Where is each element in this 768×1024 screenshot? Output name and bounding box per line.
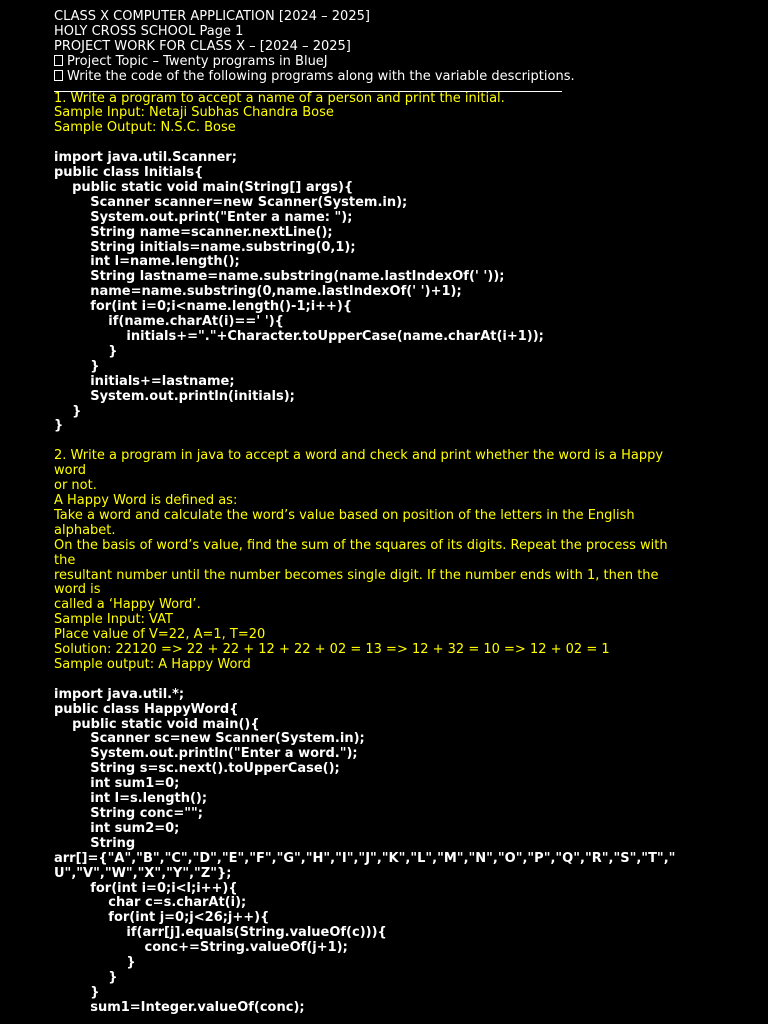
program-2-section — [54, 449, 754, 1015]
code-line: int sum1=0; — [54, 776, 180, 792]
description-line: alphabet. — [54, 522, 116, 538]
code-line: for(int i=0;i<l;i++){ — [54, 880, 238, 896]
code-line: if(name.charAt(i)==' '){ — [54, 314, 284, 330]
code-line: name=name.substring(0,name.lastIndexOf(' ')+1); — [54, 284, 462, 300]
description-line: Sample Input: VAT — [54, 612, 173, 628]
header-line-1: CLASS X COMPUTER APPLICATION [2024 – 2025] — [54, 9, 370, 24]
program-2-code-block — [54, 688, 754, 1016]
description-line: Solution: 22120 => 22 + 22 + 12 + 22 + 02 = 13 => 12 + 32 = 10 => 12 + 02 = 1 — [54, 642, 610, 658]
description-line: Sample output: A Happy Word — [54, 656, 251, 672]
code-line: String lastname=name.substring(name.lastIndexOf(' ')); — [54, 269, 505, 285]
spacer — [54, 434, 754, 449]
code-line: } — [54, 343, 118, 359]
code-line: } — [54, 984, 100, 1000]
code-line: if(arr[j].equals(String.valueOf(c))){ — [54, 925, 387, 941]
code-line: String — [54, 835, 136, 851]
program-1-sample-input: Sample Input: Netaji Subhas Chandra Bose — [54, 105, 334, 121]
program-1-code-block — [54, 151, 754, 434]
code-line: import java.util.Scanner; — [54, 150, 237, 166]
header-line-3: PROJECT WORK FOR CLASS X – [2024 – 2025] — [54, 38, 351, 54]
description-line: the — [54, 552, 76, 568]
description-line: A Happy Word is defined as: — [54, 492, 238, 508]
program-2-description — [54, 449, 754, 673]
code-line: for(int i=0;i<name.length()-1;i++){ — [54, 299, 353, 315]
description-line: 2. Write a program in java to accept a word and check and print whether the word is a Happy — [54, 448, 664, 464]
description-line: word — [54, 463, 86, 479]
code-line: U","V","W","X","Y","Z"}; — [54, 865, 232, 881]
description-line: called a ‘Happy Word’. — [54, 597, 201, 613]
description-line: Place value of V=22, A=1, T=20 — [54, 627, 266, 643]
code-line: Scanner scanner=new Scanner(System.in); — [54, 194, 408, 210]
header-bullet-1 — [54, 55, 754, 70]
description-line: resultant number until the number becomes single digit. If the number ends with 1, then the — [54, 567, 659, 583]
code-line: int l=s.length(); — [54, 791, 208, 807]
missing-glyph-icon — [54, 55, 63, 66]
program-1-question: 1. Write a program to accept a name of a person and print the initial. — [54, 90, 505, 106]
code-line: conc+=String.valueOf(j+1); — [54, 940, 348, 956]
code-line: arr[]={"A","B","C","D","E","F","G","H","I","J","K","L","M","N","O","P","Q","R","S","T"," — [54, 850, 676, 866]
code-line: System.out.print("Enter a name: "); — [54, 209, 353, 225]
code-line: } — [54, 969, 118, 985]
code-line: initials+=lastname; — [54, 373, 235, 389]
description-line: Take a word and calculate the word’s value based on position of the letters in the English — [54, 507, 635, 523]
code-line: public class HappyWord{ — [54, 701, 239, 717]
code-line: public static void main(String[] args){ — [54, 179, 354, 195]
header-bullet-2 — [54, 70, 754, 85]
code-line: } — [54, 358, 100, 374]
code-line: System.out.println("Enter a word."); — [54, 746, 358, 762]
header-bullet-1-text: Project Topic – Twenty programs in BlueJ — [67, 53, 328, 69]
code-line: int sum2=0; — [54, 820, 180, 836]
document-header — [54, 10, 754, 92]
code-line: public static void main(){ — [54, 716, 260, 732]
code-line: String initials=name.substring(0,1); — [54, 239, 356, 255]
code-line: initials+="."+Character.toUpperCase(name.charAt(i+1)); — [54, 329, 544, 345]
spacer — [54, 673, 754, 688]
document-page — [54, 10, 754, 1016]
code-line: System.out.println(initials); — [54, 388, 295, 404]
program-1-sample-output: Sample Output: N.S.C. Bose — [54, 120, 236, 136]
code-line: } — [54, 403, 82, 419]
code-line: int l=name.length(); — [54, 254, 240, 270]
header-bullet-2-text: Write the code of the following programs along with the variable descriptions. — [67, 68, 575, 84]
code-line: String conc=""; — [54, 805, 203, 821]
code-line: } — [54, 955, 136, 971]
code-line: public class Initials{ — [54, 165, 204, 181]
program-1-section — [54, 92, 754, 435]
code-line: String s=sc.next().toUpperCase(); — [54, 761, 340, 777]
missing-glyph-icon — [54, 70, 63, 81]
code-line: import java.util.*; — [54, 686, 185, 702]
description-line: On the basis of word’s value, find the sum of the squares of its digits. Repeat the process with — [54, 537, 668, 553]
description-line: word is — [54, 582, 101, 598]
code-line: Scanner sc=new Scanner(System.in); — [54, 731, 365, 747]
code-line: for(int j=0;j<26;j++){ — [54, 910, 270, 926]
code-line: char c=s.charAt(i); — [54, 895, 247, 911]
spacer — [54, 136, 754, 151]
code-line: String name=scanner.nextLine(); — [54, 224, 333, 240]
code-line: sum1=Integer.valueOf(conc); — [54, 999, 305, 1015]
code-line: } — [54, 418, 64, 434]
header-line-2: HOLY CROSS SCHOOL Page 1 — [54, 23, 244, 39]
description-line: or not. — [54, 478, 97, 494]
